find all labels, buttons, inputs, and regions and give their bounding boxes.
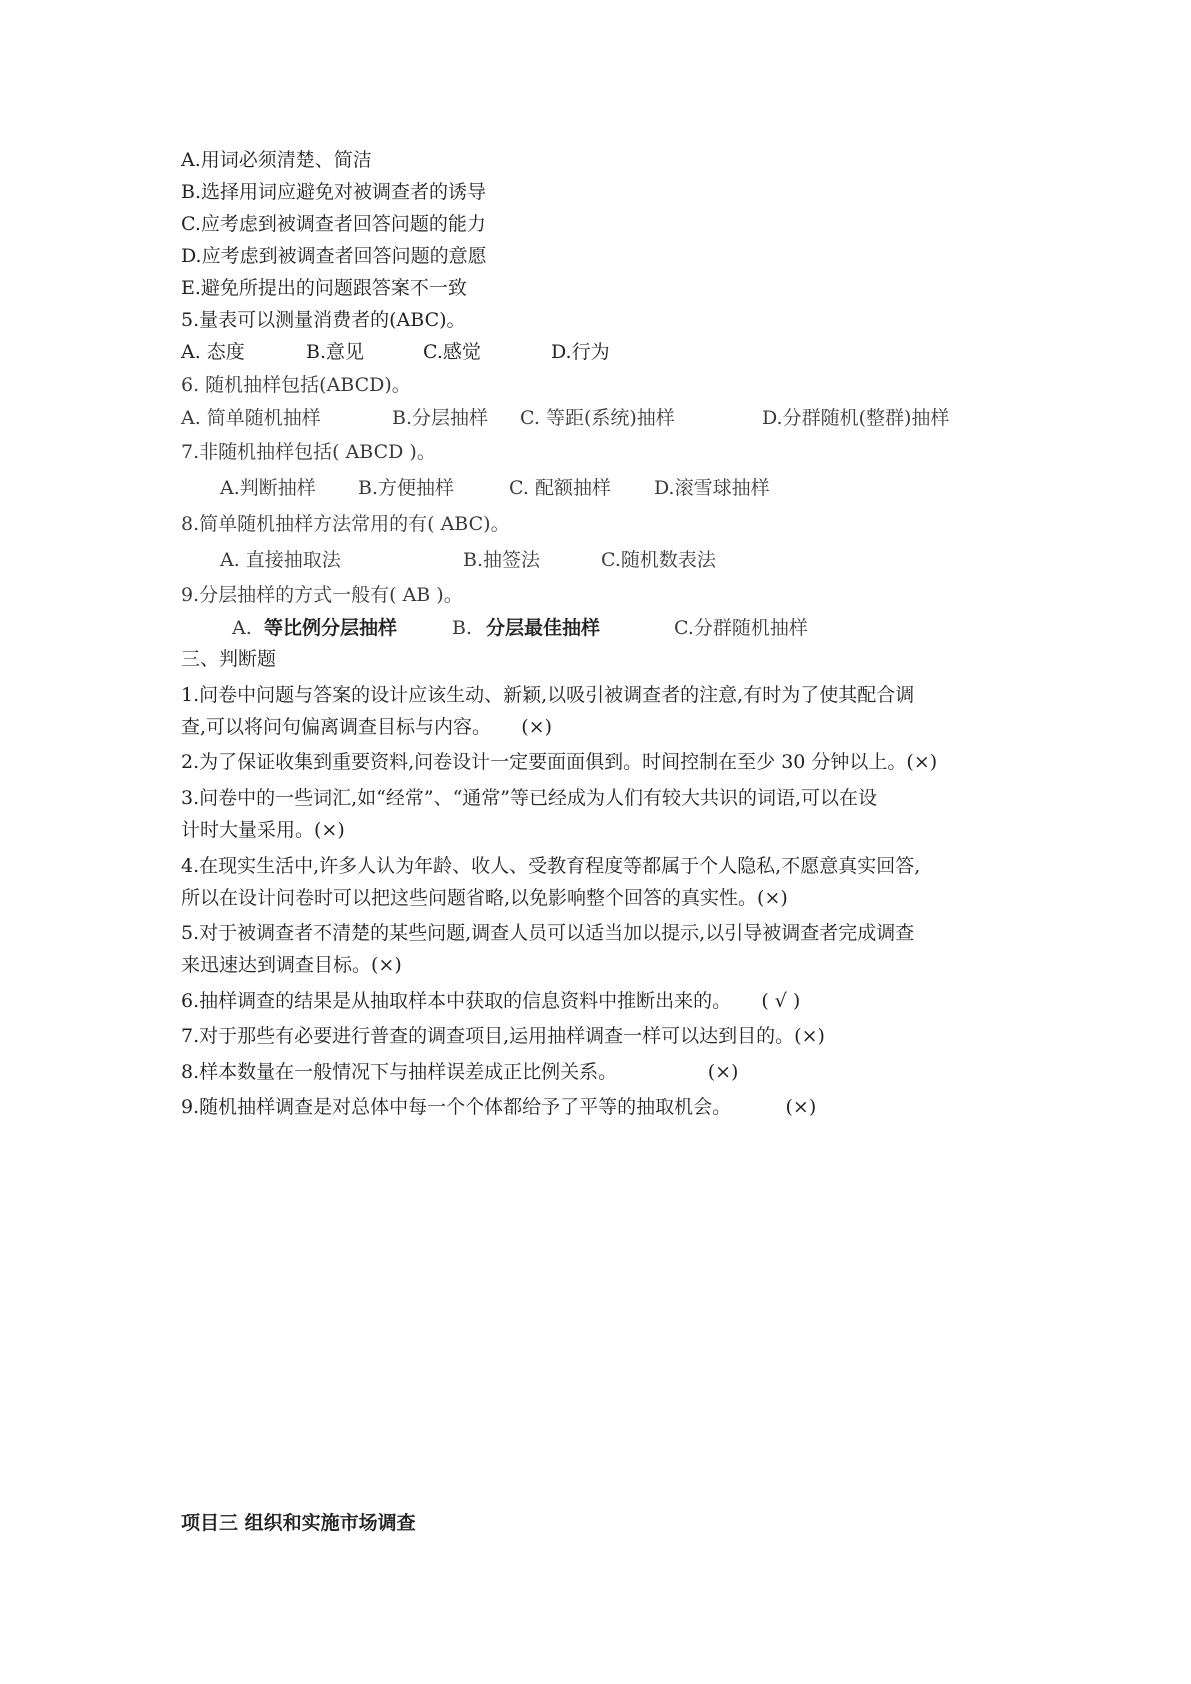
q6-question: 6. 随机抽样包括(ABCD)。 (181, 374, 411, 396)
q4-option-d: D.应考虑到被调查者回答问题的意愿 (181, 245, 487, 267)
q8-option-c: C.随机数表法 (601, 549, 716, 571)
tf-item-3-line2: 计时大量采用。(×) (181, 819, 345, 841)
tf-item-1-line1: 1.问卷中问题与答案的设计应该生动、新颖,以吸引被调查者的注意,有时为了使其配合调 (181, 684, 915, 706)
q9-option-a-text: 等比例分层抽样 (264, 617, 398, 639)
q7-option-a: A.判断抽样 (220, 477, 316, 499)
q4-option-e: E.避免所提出的问题跟答案不一致 (181, 277, 467, 299)
q9-option-b-letter: B. (452, 617, 473, 639)
project3-heading: 项目三 组织和实施市场调查 (181, 1512, 416, 1534)
q6-option-a: A. 简单随机抽样 (181, 407, 321, 429)
q6-option-c: C. 等距(系统)抽样 (520, 407, 675, 429)
q6-option-d: D.分群随机(整群)抽样 (762, 407, 950, 429)
q5-option-d: D.行为 (551, 341, 610, 363)
q4-option-c: C.应考虑到被调查者回答问题的能力 (181, 213, 486, 235)
tf-item-4-line1: 4.在现实生活中,许多人认为年龄、收人、受教育程度等都属于个人隐私,不愿意真实回答, (181, 855, 921, 877)
q7-question: 7.非随机抽样包括( ABCD )。 (181, 441, 436, 463)
section3-heading: 三、判断题 (181, 648, 277, 670)
tf-item-5-line1: 5.对于被调查者不清楚的某些问题,调查人员可以适当加以提示,以引导被调查者完成调查 (181, 922, 915, 944)
q4-option-a: A.用词必须清楚、简洁 (181, 149, 372, 171)
q4-option-b: B.选择用词应避免对被调查者的诱导 (181, 181, 487, 203)
q7-option-c: C. 配额抽样 (509, 477, 611, 499)
q9-option-c: C.分群随机抽样 (674, 617, 808, 639)
tf-item-5-line2: 来迅速达到调查目标。(×) (181, 954, 402, 976)
q7-option-d: D.滚雪球抽样 (654, 477, 770, 499)
q5-question: 5.量表可以测量消费者的(ABC)。 (181, 309, 466, 331)
q6-option-b: B.分层抽样 (392, 407, 489, 429)
q7-option-b: B.方便抽样 (358, 477, 455, 499)
tf-item-6: 6.抽样调查的结果是从抽取样本中获取的信息资料中推断出来的。 ( √ ) (181, 990, 801, 1012)
q9-question: 9.分层抽样的方式一般有( AB )。 (181, 584, 463, 606)
tf-item-4-line2: 所以在设计问卷时可以把这些问题省略,以免影响整个回答的真实性。(×) (181, 887, 788, 909)
tf-item-8: 8.样本数量在一般情况下与抽样误差成正比例关系。 (×) (181, 1061, 739, 1083)
q8-option-b: B.抽签法 (463, 549, 541, 571)
q9-option-a-letter: A. (232, 617, 252, 639)
tf-item-1-line2: 查,可以将问句偏离调查目标与内容。 (×) (181, 716, 552, 738)
tf-item-2: 2.为了保证收集到重要资料,问卷设计一定要面面俱到。时间控制在至少 30 分钟以上。(×) (181, 751, 938, 773)
q5-option-b: B.意见 (306, 341, 365, 363)
tf-item-9: 9.随机抽样调查是对总体中每一个个体都给予了平等的抽取机会。 (×) (181, 1096, 817, 1118)
q8-question: 8.简单随机抽样方法常用的有( ABC)。 (181, 513, 510, 535)
tf-item-7: 7.对于那些有必要进行普查的调查项目,运用抽样调查一样可以达到目的。(×) (181, 1025, 825, 1047)
q8-option-a: A. 直接抽取法 (220, 549, 341, 571)
q5-option-a: A. 态度 (181, 341, 245, 363)
q9-option-b-text: 分层最佳抽样 (486, 617, 601, 639)
tf-item-3-line1: 3.问卷中的一些词汇,如“经常”、“通常”等已经成为人们有较大共识的词语,可以在设 (181, 787, 878, 809)
q5-option-c: C.感觉 (423, 341, 481, 363)
